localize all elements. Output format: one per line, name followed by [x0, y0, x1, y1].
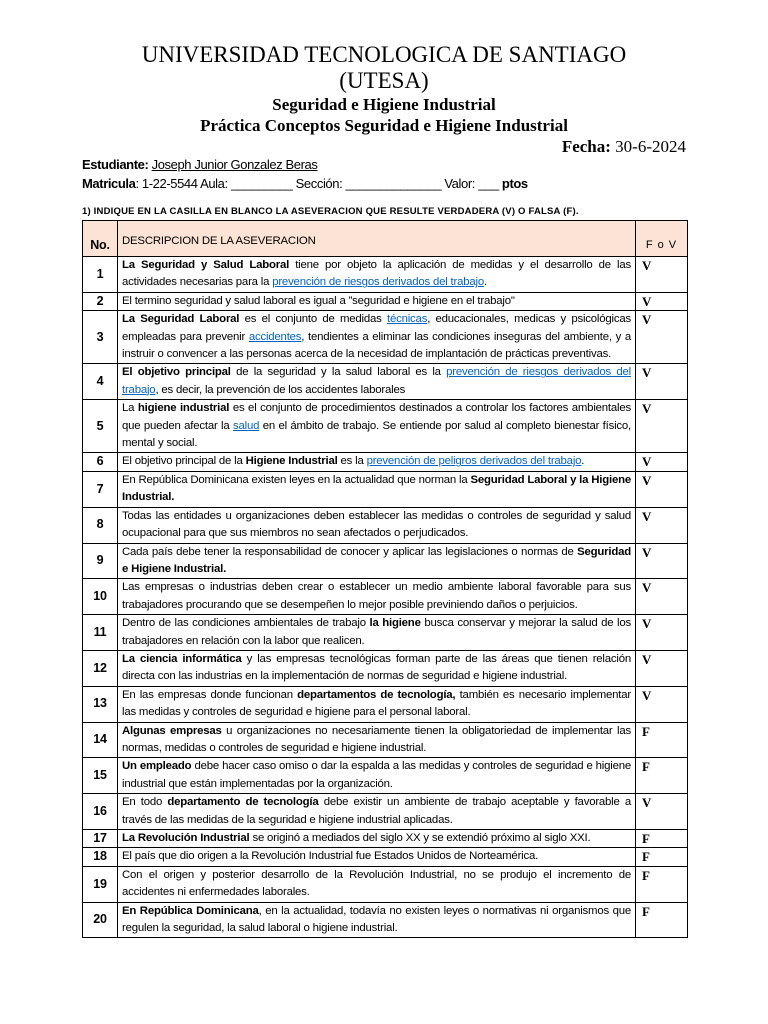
row-answer[interactable]: V	[636, 471, 688, 507]
bold-term: Higiene Industrial	[245, 455, 338, 468]
row-number: 3	[83, 311, 118, 364]
row-number: 1	[83, 257, 118, 293]
row-answer[interactable]: V	[636, 311, 688, 364]
student-name: Joseph Junior Gonzalez Beras	[151, 157, 318, 172]
row-number: 13	[83, 686, 118, 722]
bold-term: En República Dominicana	[122, 904, 259, 917]
row-description	[118, 311, 636, 364]
row-answer[interactable]: F	[636, 830, 688, 848]
row-answer[interactable]: V	[636, 686, 688, 722]
row-answer[interactable]: V	[636, 364, 688, 400]
row-answer[interactable]: V	[636, 507, 688, 543]
row-number: 8	[83, 507, 118, 543]
table-row	[83, 866, 688, 902]
ptos-label: ptos	[501, 176, 528, 191]
matricula-label: Matricula	[82, 176, 136, 191]
table-row	[83, 471, 688, 507]
table-row	[83, 794, 688, 830]
table-row	[83, 902, 688, 938]
row-description	[118, 794, 636, 830]
row-number: 18	[83, 848, 118, 866]
hyperlink[interactable]: prevención de riesgos derivados del trabajo	[122, 366, 631, 396]
row-number: 10	[83, 579, 118, 615]
hyperlink[interactable]: salud	[233, 419, 260, 432]
instruction-text: 1) INDIQUE EN LA CASILLA EN BLANCO LA ASEVERACION QUE RESULTE VERDADERA (V) O FALSA (F).	[82, 206, 579, 217]
row-answer[interactable]: V	[636, 453, 688, 471]
university-acronym: (UTESA)	[339, 68, 429, 93]
row-number: 14	[83, 722, 118, 758]
seccion-label: Sección:	[295, 176, 343, 191]
bold-term: higiene industrial	[137, 402, 230, 415]
description-text: , es decir, la prevención de los accidentes laborales	[155, 383, 406, 396]
row-answer[interactable]: V	[636, 615, 688, 651]
row-number: 19	[83, 866, 118, 902]
bold-term: Algunas empresas	[122, 724, 222, 737]
description-text: Con el origen y posterior desarrollo de la Revolución Industrial, no se produjo el incremento de accidentes ni enfermedades laborales.	[122, 868, 631, 899]
hyperlink[interactable]: prevención de peligros derivados del trabajo	[366, 455, 582, 468]
description-text: es la	[337, 455, 367, 468]
aula-label: Aula:	[200, 176, 228, 191]
matricula-value: : 1-22-5544	[135, 176, 198, 191]
row-description	[118, 686, 636, 722]
row-number: 11	[83, 615, 118, 651]
row-description	[118, 866, 636, 902]
row-answer[interactable]: V	[636, 400, 688, 453]
description-text: es el conjunto de medidas	[239, 313, 387, 326]
description-text: de la seguridad y la salud laboral es la	[230, 366, 447, 379]
description-text: es el conjunto de procedimientos destinados a controlar los factores ambientales que pueden afectar la	[122, 402, 631, 432]
table-row	[83, 686, 688, 722]
row-answer[interactable]: F	[636, 866, 688, 902]
bold-term: Seguridad e Higiene Industrial.	[122, 545, 631, 575]
row-number: 5	[83, 400, 118, 453]
description-text: El país que dio origen a la Revolución Industrial fue Estados Unidos de Norteamérica.	[122, 850, 539, 863]
student-label: Estudiante:	[82, 157, 149, 172]
description-text: En las empresas donde funcionan	[122, 688, 298, 701]
table-row	[83, 257, 688, 293]
bold-term: El objetivo principal	[122, 366, 231, 379]
description-text: debe existir un ambiente de trabajo aceptable y favorable a través de las medidas de la seguridad e higiene industrial aplicadas.	[122, 796, 631, 826]
row-description	[118, 507, 636, 543]
table-row	[83, 579, 688, 615]
row-answer[interactable]: V	[636, 257, 688, 293]
description-text: también es necesario implementar las medidas y controles de seguridad e higiene para el personal laboral.	[122, 688, 631, 719]
description-text: Dentro de las condiciones ambientales de trabajo	[122, 617, 370, 630]
description-text: Todas las entidades u organizaciones deben establecer las medidas o controles de seguridad y salud ocupacional para que sus miembros no sean afectados o perjudicados.	[122, 509, 631, 540]
row-answer[interactable]: V	[636, 579, 688, 615]
practice-title: Práctica Conceptos Seguridad e Higiene Industrial	[200, 116, 568, 135]
matricula-line	[82, 176, 528, 191]
table-row	[83, 311, 688, 364]
row-number: 4	[83, 364, 118, 400]
date-label: Fecha:	[561, 137, 611, 156]
description-text: Las empresas o industrias deben crear o establecer un medio ambiente laboral favorable para sus trabajadores procurando que se desempeñen lo mejor posible previniendo daños o perjuicios.	[122, 581, 631, 611]
hyperlink[interactable]: prevención de riesgos derivados del trabajo	[272, 276, 484, 289]
row-answer[interactable]: F	[636, 758, 688, 794]
table-row	[83, 830, 688, 848]
hyperlink[interactable]: accidentes	[248, 330, 302, 343]
description-text: y las empresas tecnológicas forman parte de las áreas que tienen relación directa con las industrias en la implementación de normas de seguridad e higiene industrial.	[122, 652, 631, 683]
table-row	[83, 292, 688, 310]
row-description	[118, 257, 636, 293]
row-description	[118, 400, 636, 453]
university-title: UNIVERSIDAD TECNOLOGICA DE SANTIAGO	[141, 42, 627, 67]
row-number: 20	[83, 902, 118, 938]
seccion-blank: ______________	[345, 176, 442, 191]
row-answer[interactable]: V	[636, 650, 688, 686]
row-description	[118, 722, 636, 758]
row-answer[interactable]: F	[636, 722, 688, 758]
row-number: 9	[83, 543, 118, 579]
date-value: 30-6-2024	[615, 137, 686, 156]
row-answer[interactable]: V	[636, 292, 688, 310]
row-description	[118, 650, 636, 686]
table-row	[83, 543, 688, 579]
description-text: En todo	[122, 796, 168, 809]
row-description	[118, 830, 636, 848]
course-title: Seguridad e Higiene Industrial	[272, 95, 496, 114]
bold-term: Seguridad Laboral y la Higiene Industrial.	[122, 473, 631, 504]
row-description	[118, 902, 636, 938]
row-number: 7	[83, 471, 118, 507]
row-description	[118, 543, 636, 579]
row-number: 6	[83, 453, 118, 471]
column-header-no: No.	[83, 221, 118, 257]
aula-blank: _________	[230, 176, 293, 191]
row-description	[118, 615, 636, 651]
description-text: La	[122, 402, 138, 415]
table-row	[83, 758, 688, 794]
description-text: se originó a mediados del siglo XX y se extendió próximo al siglo XXI.	[249, 832, 591, 844]
description-text: busca conservar y mejorar la salud de los trabajadores en relación con la labor que realicen.	[122, 617, 631, 647]
table-row	[83, 507, 688, 543]
table-row	[83, 650, 688, 686]
valor-blank: ___	[478, 176, 499, 191]
row-number: 2	[83, 292, 118, 310]
row-number: 16	[83, 794, 118, 830]
table-row	[83, 615, 688, 651]
description-text: u organizaciones no necesariamente tienen la obligatoriedad de implementar las normas, medidas o controles de seguridad e higiene industrial.	[122, 724, 631, 754]
bold-term: departamentos de tecnología,	[297, 688, 456, 701]
row-answer[interactable]: V	[636, 543, 688, 579]
row-description	[118, 471, 636, 507]
table-row	[83, 400, 688, 453]
row-description	[118, 848, 636, 866]
bold-term: departamento de tecnología	[167, 796, 319, 809]
description-text: .	[483, 276, 487, 289]
description-text: En República Dominicana existen leyes en la actualidad que norman la	[122, 473, 471, 486]
bold-term: La Seguridad Laboral	[122, 313, 240, 326]
row-number: 17	[83, 830, 118, 848]
description-text: .	[581, 455, 585, 468]
date-line	[562, 137, 686, 157]
student-line	[82, 157, 317, 172]
table-row	[83, 453, 688, 471]
bold-term: Un empleado	[122, 760, 192, 773]
description-text: tiene por objeto la aplicación de medidas y el desarrollo de las actividades necesarias para la	[122, 259, 631, 289]
row-answer[interactable]: F	[636, 848, 688, 866]
row-description	[118, 364, 636, 400]
description-text: en el ámbito de trabajo. Se entiende por salud al completo bienestar físico, mental y social.	[122, 419, 631, 450]
description-text: debe hacer caso omiso o dar la espalda a las medidas y controles de seguridad e higiene industrial que están implementadas por la organización.	[122, 760, 631, 790]
row-description	[118, 292, 636, 310]
description-text: , tendientes a eliminar las condiciones inseguras del ambiente, y a instruir o convencer a las personas acerca de la necesidad de implantación de prácticas preventivas.	[122, 330, 631, 361]
bold-term: La ciencia informática	[122, 652, 242, 665]
description-text: El objetivo principal de la	[122, 455, 246, 468]
valor-label: Valor:	[444, 176, 475, 191]
description-text: Cada país debe tener la responsabilidad de conocer y aplicar las legislaciones o normas de	[122, 545, 578, 558]
table-header-row	[83, 221, 688, 257]
assertions-table	[82, 220, 688, 938]
row-number: 15	[83, 758, 118, 794]
table-row	[83, 848, 688, 866]
row-description	[118, 579, 636, 615]
row-description	[118, 453, 636, 471]
row-description	[118, 758, 636, 794]
bold-term: la higiene	[369, 617, 421, 630]
row-answer[interactable]: V	[636, 794, 688, 830]
description-text: , educacionales, medicas y psicológicas empleadas para prevenir	[122, 313, 631, 343]
hyperlink[interactable]: técnicas	[387, 313, 428, 326]
row-answer[interactable]: F	[636, 902, 688, 938]
description-text: El termino seguridad y salud laboral es igual a ”seguridad e higiene en el trabajo"	[122, 294, 515, 307]
bold-term: La Seguridad y Salud Laboral	[122, 259, 290, 271]
table-row	[83, 364, 688, 400]
column-header-fov: F o V	[636, 221, 688, 257]
description-text: , en la actualidad, todavía no existen leyes o normativas ni organismos que regulen la seguridad, la salud laboral o higiene industrial.	[122, 904, 632, 935]
row-number: 12	[83, 650, 118, 686]
bold-term: La Revolución Industrial	[122, 832, 250, 844]
column-header-description: DESCRIPCION DE LA ASEVERACION	[118, 221, 636, 257]
table-row	[83, 722, 688, 758]
